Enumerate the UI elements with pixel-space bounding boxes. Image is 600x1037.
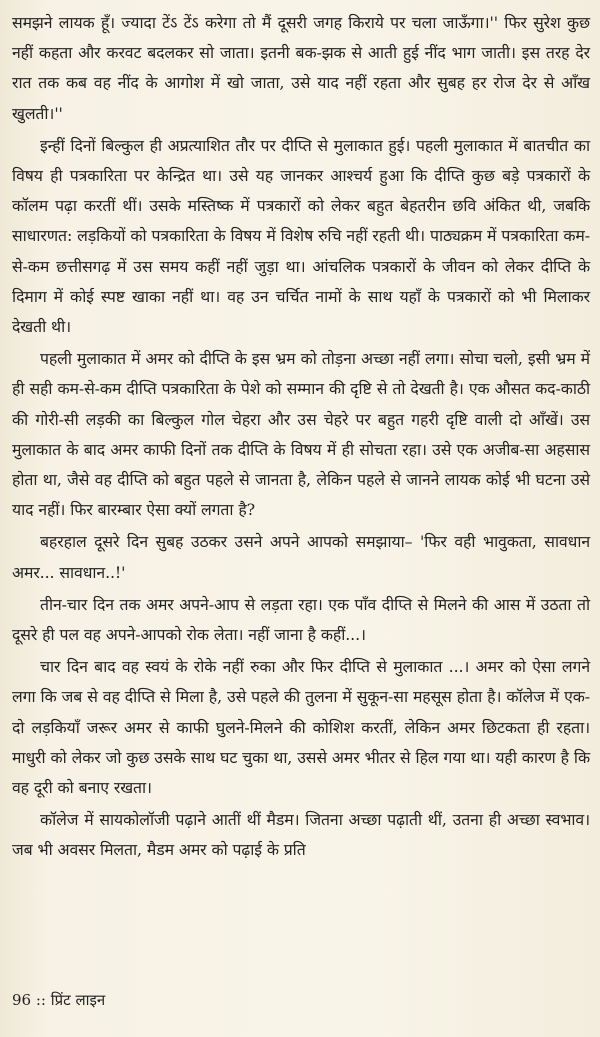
paragraph-3: पहली मुलाकात में अमर को दीप्ति के इस भ्रम को तोड़ना अच्छा नहीं लगा। सोचा चलो, इसी भ्रम में ही सही कम-से-कम दीप्ति पत्रकारिता के पेशे को सम्मान की दृष्टि से तो देखती है। एक औसत कद-काठी की गोरी-सी लड़की का बिल्कुल गोल चेहरा और उस चेहरे पर बहुत गहरी दृष्टि वाली दो आँखें। उस मुलाकात के बाद अमर काफी दिनों तक दीप्ति के विषय में ही सोचता रहा। उसे एक अजीब-सा अहसास होता था, जैसे वह दीप्ति को बहुत पहले से जानता है, लेकिन पहले से जानने लायक कोई भी घटना उसे याद नहीं। फिर बारम्बार ऐसा क्यों लगता है?	[12, 349, 590, 520]
paragraph-7: कॉलेज में सायकोलॉजी पढ़ाने आतीं थीं मैडम। जितना अच्छा पढ़ाती थीं, उतना ही अच्छा स्वभाव। जब भी अवसर मिलता, मैडम अमर को पढ़ाई के प्रति	[12, 810, 590, 860]
paragraph-1: समझने लायक हूँ। ज्यादा टेंऽ टेंऽ करेगा तो मैं दूसरी जगह किराये पर चला जाऊँगा।'' फिर सुरेश कुछ नहीं कहता और करवट बदलकर सो जाता। इतनी बक-झक से आती हुई नींद भाग जाती। इस तरह देर रात तक कब वह नींद के आगोश में खो जाता, उसे याद नहीं रहता और सुबह हर रोज देर से आँख खुलती।''	[12, 13, 590, 123]
paragraph-6: चार दिन बाद वह स्वयं के रोके नहीं रुका और फिर दीप्ति से मुलाकात ...। अमर को ऐसा लगने लगा कि जब से वह दीप्ति से मिला है, उसे पहले की तुलना में सुकून-सा महसूस होता है। कॉलेज में एक-दो लड़कियाँ जरूर अमर से काफी घुलने-मिलने की कोशिश करतीं, लेकिन अमर छिटकता ही रहता। माधुरी को लेकर जो कुछ उसके साथ घट चुका था, उससे अमर भीतर से हिल गया था। यही कारण है कि वह दूरी को बनाए रखता।	[12, 657, 590, 798]
page-footer: 96 :: प्रिंट लाइन	[12, 991, 106, 1009]
paragraph-4: बहरहाल दूसरे दिन सुबह उठकर उसने अपने आपको समझाया– 'फिर वही भावुकता, सावधान अमर... सावधान..!'	[12, 532, 590, 582]
paragraph-5: तीन-चार दिन तक अमर अपने-आप से लड़ता रहा। एक पाँव दीप्ति से मिलने की आस में उठता तो दूसरे ही पल वह अपने-आपको रोक लेता। नहीं जाना है कहीं...।	[12, 594, 590, 645]
paragraph-2: इन्हीं दिनों बिल्कुल ही अप्रत्याशित तौर पर दीप्ति से मुलाकात हुई। पहली मुलाकात में बातचीत का विषय ही पत्रकारिता पर केन्द्रित था। उसे यह जानकर आश्चर्य हुआ कि दीप्ति कुछ बड़े पत्रकारों के कॉलम पढ़ा करतीं थीं। उसके मस्तिष्क में पत्रकारों को लेकर बहुत बेहतरीन छवि अंकित थी, जबकि साधारणत: लड़कियों को पत्रकारिता के विषय में विशेष रुचि नहीं रहती थी। पाठ्यक्रम में पत्रकारिता कम-से-कम छत्तीसगढ़ में उस समय कहीं नहीं जुड़ा था। आंचलिक पत्रकारों के जीवन को लेकर दीप्ति के दिमाग में कोई स्पष्ट खाका नहीं था। वह उन चर्चित नामों के साथ यहाँ के पत्रकारों को भी मिलाकर देखती थी।	[12, 135, 590, 337]
page-body	[12, 8, 590, 866]
